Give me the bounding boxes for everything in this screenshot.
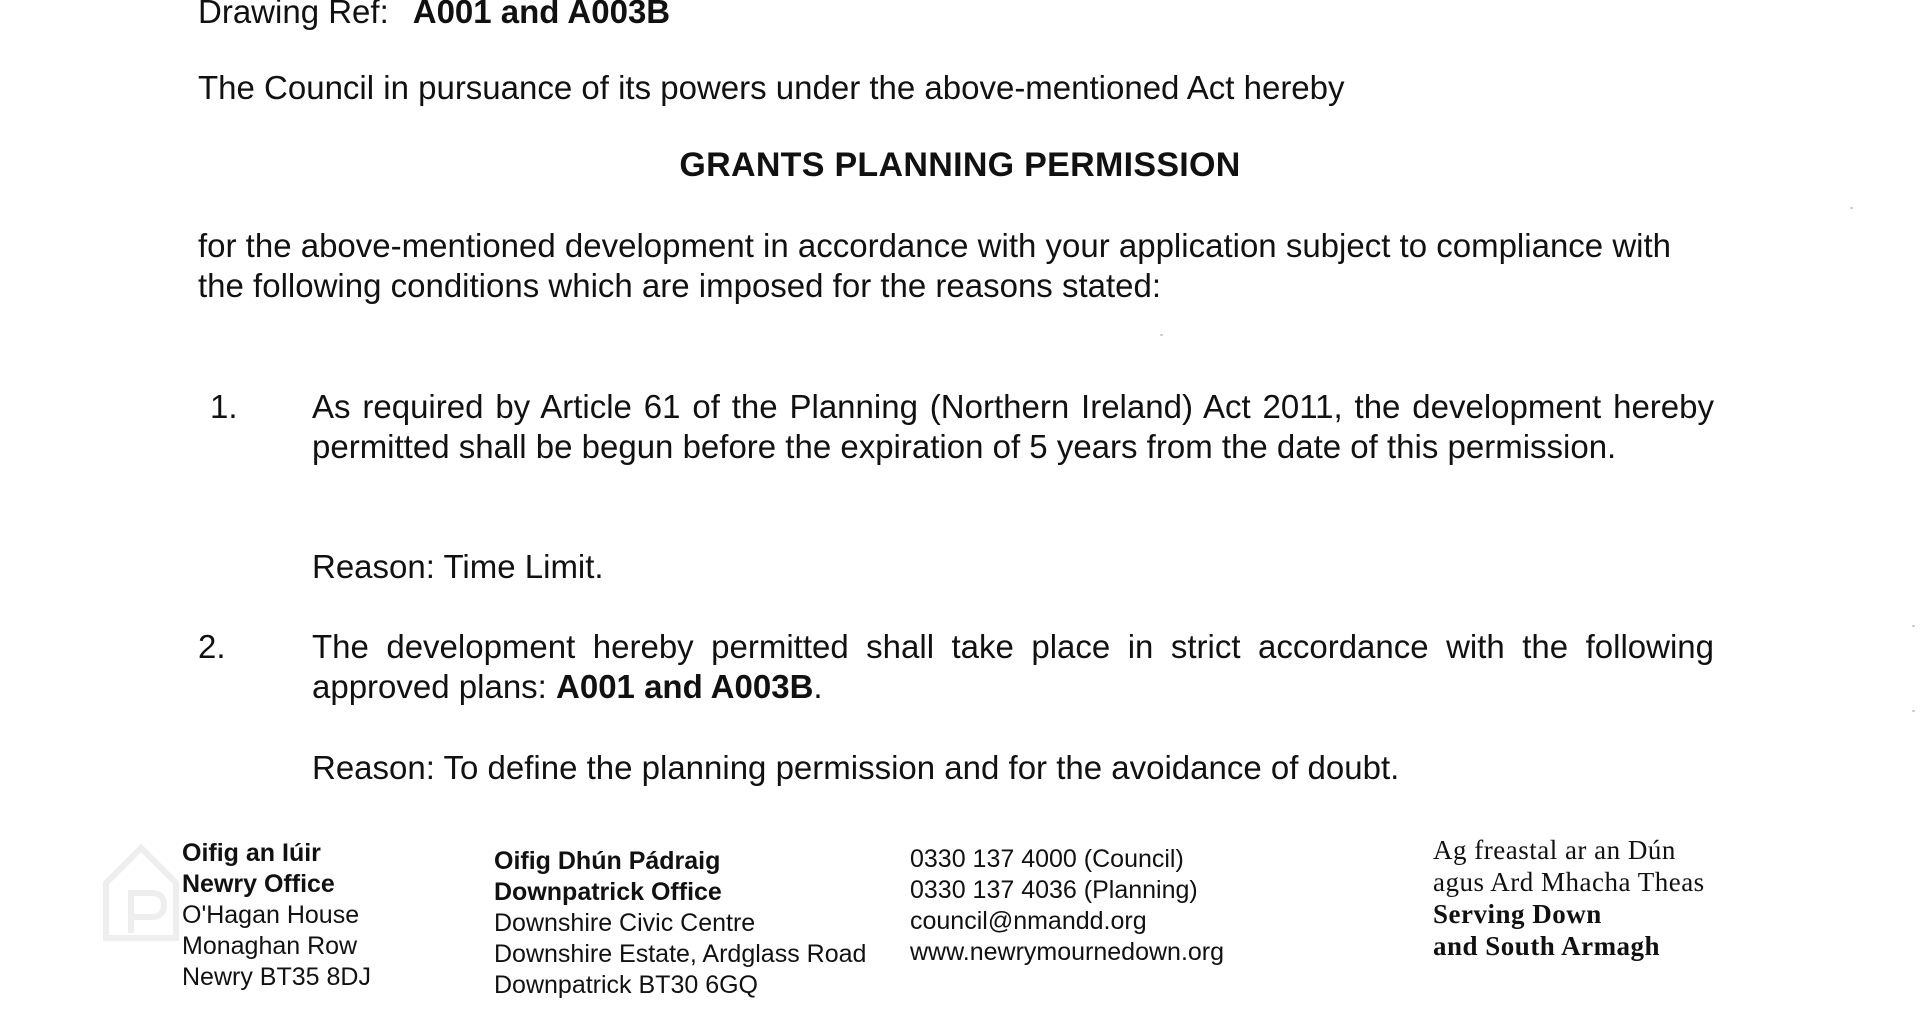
scan-speck — [1160, 334, 1163, 336]
scan-speck — [1850, 207, 1853, 209]
scan-speck — [1912, 625, 1915, 627]
watermark-logo-icon — [96, 838, 186, 948]
footer-contact — [910, 844, 1224, 968]
newry-address-line: Monaghan Row — [182, 932, 358, 960]
downpatrick-address-line: Downpatrick BT30 6GQ — [494, 971, 758, 999]
motto-english-line: and South Armagh — [1433, 931, 1661, 961]
drawing-ref-label: Drawing Ref: — [198, 0, 389, 30]
condition-2-text — [312, 627, 1714, 707]
motto-irish-line: agus Ard Mhacha Theas — [1433, 867, 1705, 897]
drawing-ref — [198, 0, 670, 32]
drawing-ref-value: A001 and A003B — [412, 0, 671, 30]
newry-address-line: Newry BT35 8DJ — [182, 963, 371, 991]
condition-1-number: 1. — [210, 388, 238, 425]
footer-motto — [1433, 834, 1705, 962]
newry-office-name: Newry Office — [182, 870, 335, 898]
permission-heading: GRANTS PLANNING PERMISSION — [679, 146, 1241, 184]
downpatrick-office-name: Downpatrick Office — [494, 878, 722, 906]
condition-2-number: 2. — [198, 628, 226, 665]
newry-address-line: O'Hagan House — [182, 901, 360, 929]
condition-1-reason: Reason: Time Limit. — [312, 548, 604, 585]
council-phone: 0330 137 4000 (Council) — [910, 845, 1184, 873]
planning-phone: 0330 137 4036 (Planning) — [910, 876, 1198, 904]
downpatrick-address-line: Downshire Civic Centre — [494, 909, 756, 937]
motto-irish-line: Ag freastal ar an Dún — [1433, 835, 1676, 865]
condition-1-text: As required by Article 61 of the Planning (Northern Ireland) Act 2011, the development hereby permitted shall be begun before the expiration of 5 years from the date of this permission. — [312, 388, 1714, 465]
condition-2-text-main: The development hereby permitted shall take place in strict accordance with the following approved plans: — [312, 628, 1714, 705]
condition-2-text-end: . — [813, 668, 823, 705]
condition-2-reason: Reason: To define the planning permission and for the avoidance of doubt. — [312, 749, 1400, 786]
condition-2-approved-plans: A001 and A003B — [556, 668, 814, 705]
scan-speck — [1912, 710, 1915, 712]
council-email: council@nmandd.org — [910, 907, 1147, 935]
intro-text: The Council in pursuance of its powers under the above-mentioned Act hereby — [198, 69, 1345, 106]
newry-irish-name: Oifig an Iúir — [182, 839, 321, 867]
council-website: www.newrymournedown.org — [910, 938, 1225, 966]
downpatrick-irish-name: Oifig Dhún Pádraig — [494, 847, 721, 875]
downpatrick-address-line: Downshire Estate, Ardglass Road — [494, 940, 867, 968]
motto-english-line: Serving Down — [1433, 899, 1602, 929]
footer-downpatrick-office — [494, 846, 866, 1001]
conditions-intro-paragraph: for the above-mentioned development in accordance with your application subject to compliance with the following conditions which are imposed for the reasons stated: — [198, 227, 1672, 304]
footer-newry-office — [182, 838, 371, 993]
